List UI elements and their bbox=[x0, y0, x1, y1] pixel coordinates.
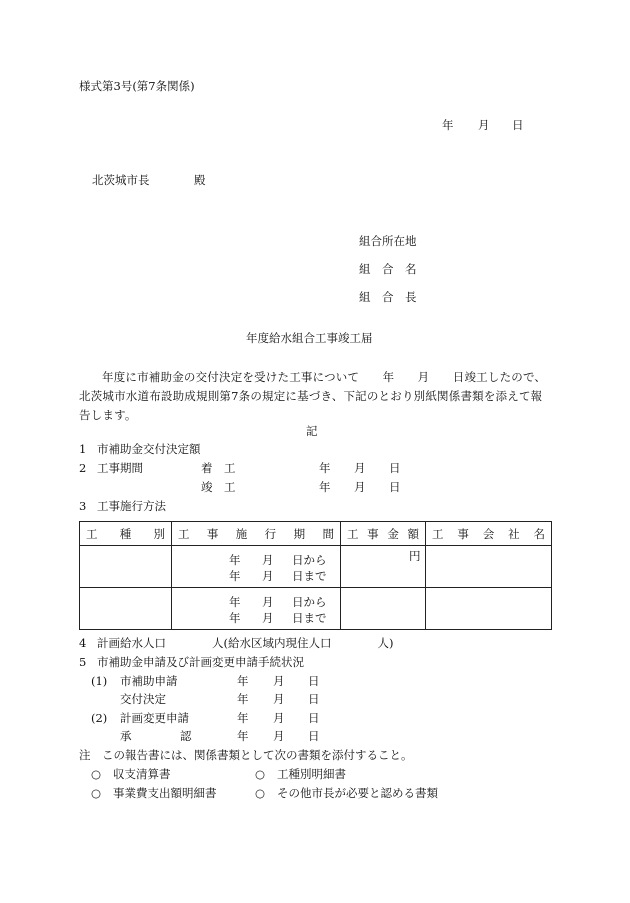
item2-start-day: 日 bbox=[389, 461, 401, 475]
period-to-month: 月 bbox=[262, 569, 274, 583]
item5-sub1-b-label: 交付決定 bbox=[120, 692, 166, 706]
item5-sub2-b-label-1: 承 bbox=[120, 729, 132, 743]
period-from-day: 日から bbox=[292, 553, 327, 567]
header-work-type bbox=[80, 522, 172, 546]
sub2-b-day: 日 bbox=[308, 729, 320, 743]
period-from-day: 日から bbox=[292, 595, 327, 609]
period-to-month: 月 bbox=[262, 611, 274, 625]
item2-end-month: 月 bbox=[354, 480, 366, 494]
sub1-a-year: 年 bbox=[237, 674, 249, 688]
sub2-a-year: 年 bbox=[237, 711, 249, 725]
header-char: 工 bbox=[178, 526, 190, 541]
addressee-honorific: 殿 bbox=[194, 173, 206, 187]
cell-work-amount bbox=[341, 546, 426, 588]
note-text: 注 この報告書には、関係書類として次の書類を添付すること。 bbox=[79, 748, 413, 762]
attached-doc-2: 工種別明細書 bbox=[277, 767, 346, 781]
applicant-name-label-2: 合 bbox=[382, 262, 394, 276]
header-char: 工 bbox=[86, 526, 98, 541]
header-char: 種 bbox=[119, 526, 132, 541]
cell-work-period bbox=[172, 588, 341, 630]
item2-end-day: 日 bbox=[389, 480, 401, 494]
yen-unit: 円 bbox=[409, 549, 421, 563]
applicant-name-label-1: 組 bbox=[359, 262, 371, 276]
item2-start-year: 年 bbox=[319, 461, 331, 475]
item3-number: 3 bbox=[79, 499, 87, 513]
item2-end-year: 年 bbox=[319, 480, 331, 494]
period-from-month: 月 bbox=[262, 595, 274, 609]
cell-company-name bbox=[426, 588, 552, 630]
item5-sub2-a-label: 計画変更申請 bbox=[120, 711, 189, 725]
document-title: 年度給水組合工事竣工届 bbox=[246, 331, 373, 345]
period-to-year: 年 bbox=[229, 569, 241, 583]
item2-end-label: 竣 工 bbox=[201, 480, 236, 494]
bullet-icon: ○ bbox=[91, 767, 102, 781]
item2-number: 2 bbox=[79, 461, 87, 475]
table-row bbox=[80, 588, 552, 630]
item2-start-month: 月 bbox=[354, 461, 366, 475]
applicant-name-label-3: 名 bbox=[405, 262, 417, 276]
cell-work-amount bbox=[341, 588, 426, 630]
header-work-period bbox=[172, 522, 341, 546]
applicant-head-label-2: 合 bbox=[382, 290, 394, 304]
header-char: 事 bbox=[457, 526, 469, 541]
sub1-b-day: 日 bbox=[308, 692, 320, 706]
item2-start-label: 着 工 bbox=[201, 461, 236, 475]
header-company-name bbox=[426, 522, 552, 546]
sub2-a-day: 日 bbox=[308, 711, 320, 725]
cell-work-period bbox=[172, 546, 341, 588]
item5-sub1-number: (1) bbox=[91, 674, 108, 688]
date-year: 年 bbox=[442, 118, 454, 132]
header-char: 金 bbox=[387, 526, 399, 541]
bullet-icon: ○ bbox=[255, 786, 266, 800]
item5-sub2-b-label-2: 認 bbox=[180, 729, 192, 743]
header-char: 事 bbox=[367, 526, 379, 541]
item5-sub2-number: (2) bbox=[91, 711, 108, 725]
item4-text: 計画給水人口 人(給水区域内現住人口 人) bbox=[97, 636, 394, 650]
period-from-year: 年 bbox=[229, 553, 241, 567]
period-to-day: 日まで bbox=[292, 569, 327, 583]
addressee-name: 北茨城市長 bbox=[92, 173, 150, 187]
applicant-head-label-3: 長 bbox=[405, 290, 417, 304]
cell-work-type bbox=[80, 588, 172, 630]
item4-number: 4 bbox=[79, 636, 87, 650]
item2-label: 工事期間 bbox=[97, 461, 143, 475]
applicant-address-label: 組合所在地 bbox=[359, 234, 417, 248]
date-day: 日 bbox=[512, 118, 524, 132]
header-char: 行 bbox=[264, 526, 277, 541]
table-header-row bbox=[80, 522, 552, 546]
header-char: 別 bbox=[153, 526, 165, 541]
date-month: 月 bbox=[478, 118, 490, 132]
item5-number: 5 bbox=[79, 655, 87, 669]
header-char: 間 bbox=[322, 526, 334, 541]
header-char: 名 bbox=[533, 526, 545, 541]
body-paragraph: 年度に市補助金の交付決定を受けた工事について 年 月 日竣工したので、北茨城市水道布設助成規則第7条の規定に基づき、下記のとおり別紙関係書類を添えて報告します。 bbox=[79, 370, 547, 422]
item1-label: 市補助金交付決定額 bbox=[97, 442, 201, 456]
bullet-icon: ○ bbox=[255, 767, 266, 781]
period-from-year: 年 bbox=[229, 595, 241, 609]
sub2-b-month: 月 bbox=[273, 729, 285, 743]
period-to-year: 年 bbox=[229, 611, 241, 625]
period-to-day: 日まで bbox=[292, 611, 327, 625]
cell-work-type bbox=[80, 546, 172, 588]
works-table bbox=[79, 521, 552, 630]
item1-number: 1 bbox=[79, 442, 87, 456]
item5-label: 市補助金申請及び計画変更申請手続状況 bbox=[97, 655, 304, 669]
header-char: 工 bbox=[347, 526, 359, 541]
header-char: 事 bbox=[206, 526, 219, 541]
header-work-amount bbox=[341, 522, 426, 546]
header-char: 会 bbox=[482, 526, 495, 541]
sub2-b-year: 年 bbox=[237, 729, 249, 743]
sub1-a-month: 月 bbox=[273, 674, 285, 688]
attached-doc-3: 事業費支出額明細書 bbox=[113, 786, 217, 800]
ki-heading: 記 bbox=[306, 424, 318, 438]
sub2-a-month: 月 bbox=[273, 711, 285, 725]
header-char: 額 bbox=[407, 526, 419, 541]
attached-doc-4: その他市長が必要と認める書類 bbox=[277, 786, 438, 800]
header-char: 社 bbox=[508, 526, 520, 541]
header-char: 施 bbox=[235, 526, 248, 541]
sub1-b-month: 月 bbox=[273, 692, 285, 706]
header-char: 工 bbox=[432, 526, 444, 541]
item3-label: 工事施行方法 bbox=[97, 499, 166, 513]
cell-company-name bbox=[426, 546, 552, 588]
table-row bbox=[80, 546, 552, 588]
applicant-head-label-1: 組 bbox=[359, 290, 371, 304]
period-from-month: 月 bbox=[262, 553, 274, 567]
sub1-a-day: 日 bbox=[308, 674, 320, 688]
sub1-b-year: 年 bbox=[237, 692, 249, 706]
attached-doc-1: 収支清算書 bbox=[113, 767, 171, 781]
header-char: 期 bbox=[293, 526, 306, 541]
form-number: 様式第3号(第7条関係) bbox=[79, 79, 195, 93]
item5-sub1-a-label: 市補助申請 bbox=[120, 674, 178, 688]
bullet-icon: ○ bbox=[91, 786, 102, 800]
